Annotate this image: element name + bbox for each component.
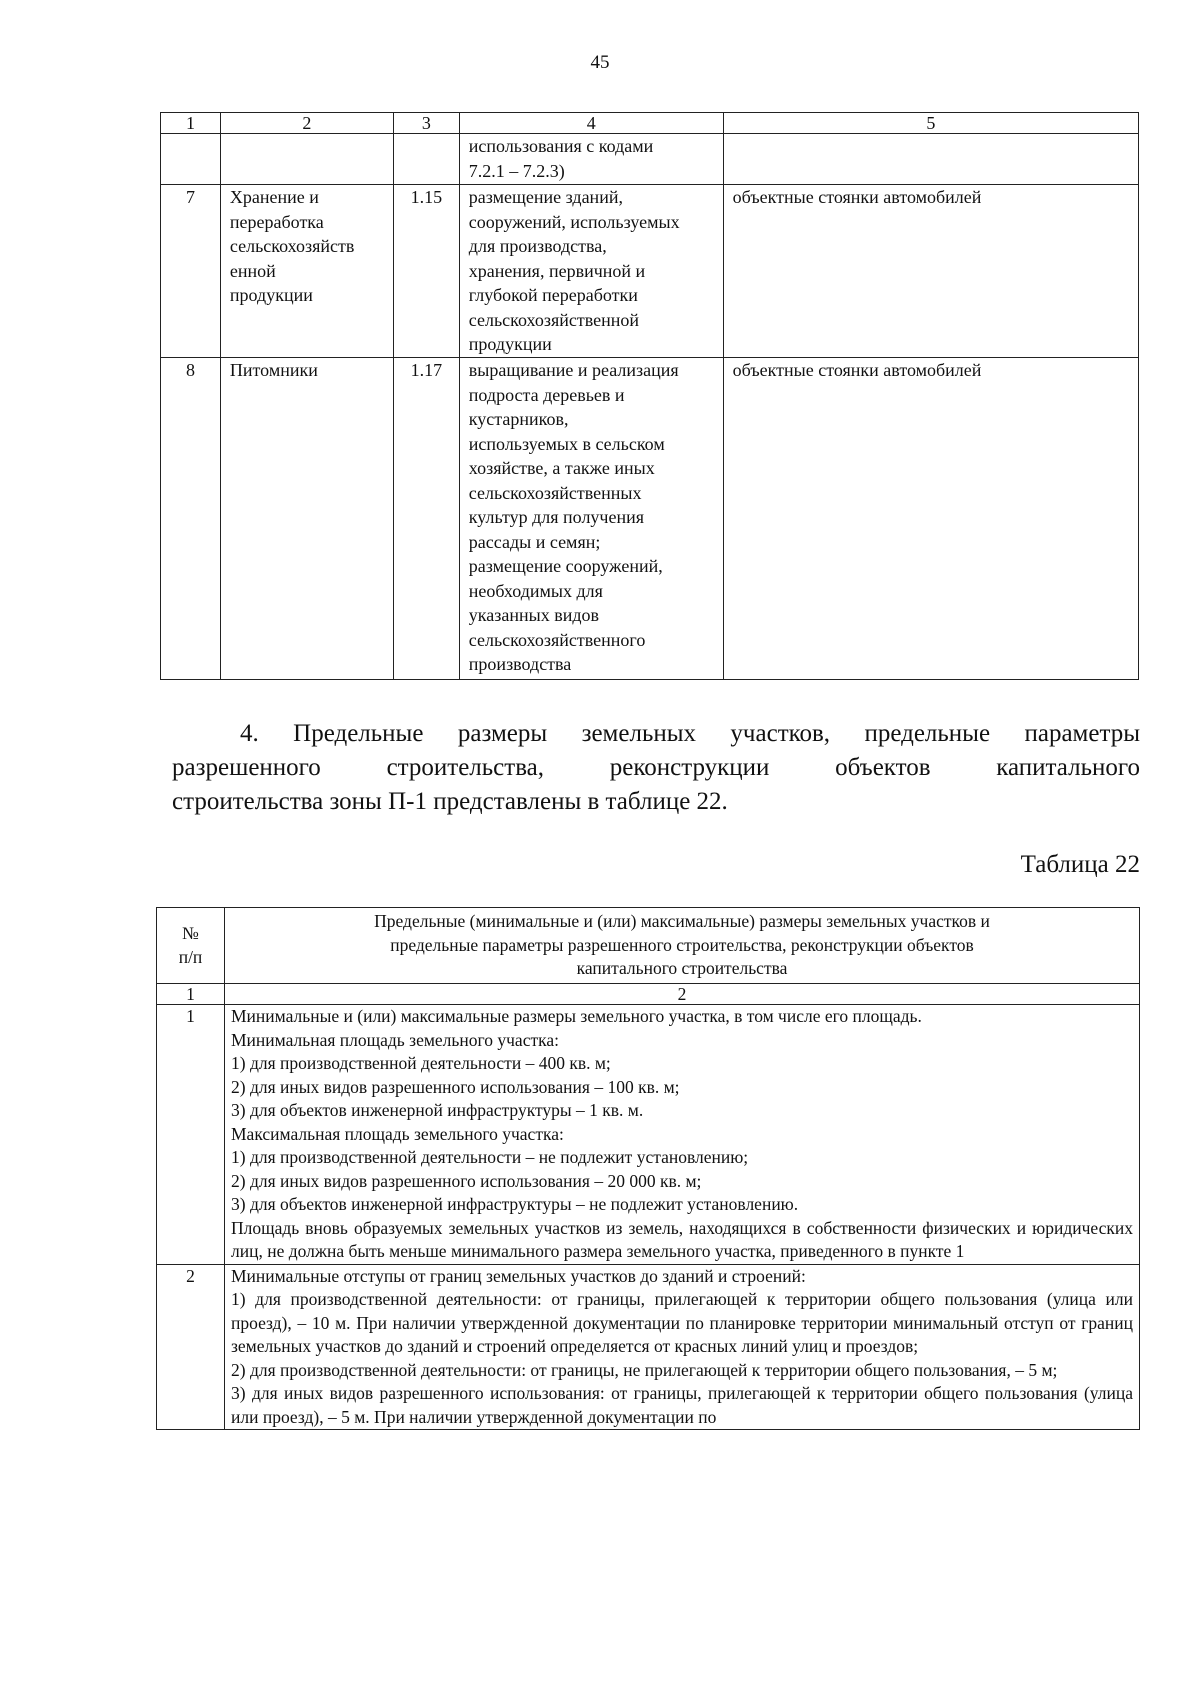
- description-line: продукции: [468, 334, 552, 354]
- text-line: 2) для иных видов разрешенного использования – 100 кв. м;: [231, 1076, 680, 1097]
- description-line: использования с кодами: [468, 136, 654, 156]
- table-row: [157, 1005, 1140, 1265]
- land-use-table: [160, 112, 1139, 680]
- description-line: сооружений, используемых: [468, 211, 680, 232]
- number-header: [157, 908, 225, 984]
- description-line: выращивание и реализация: [468, 360, 679, 380]
- description-line: культур для получения: [468, 507, 645, 527]
- table-row: [157, 1264, 1140, 1430]
- parameter-text: [225, 1264, 1140, 1430]
- use-name: [220, 134, 393, 185]
- description-line: сельскохозяйственного: [468, 629, 646, 650]
- text-line: Минимальные и (или) максимальные размеры земельного участка, в том числе его площадь.: [231, 1006, 922, 1026]
- description-line: рассады и семян;: [468, 531, 601, 552]
- description-line: хранения, первичной и: [468, 260, 646, 281]
- header-line: №: [182, 923, 199, 943]
- description-line: подроста деревьев и: [468, 384, 625, 405]
- description-line: кустарников,: [468, 409, 569, 429]
- description-line: используемых в сельском: [468, 433, 665, 454]
- table-row: [161, 134, 1139, 185]
- text-line: 1) для производственной деятельности: от границы, прилегающей к территории общего пользования (улица или проезд), – 10 м. При наличии утвержденной документации по планировке территории минимальный отступ от границ земельных участков до зданий и строений определяется от красных линий улиц и проездов;: [231, 1289, 1133, 1356]
- row-number: 8: [161, 358, 221, 680]
- table-row: [161, 358, 1139, 680]
- index-cell: 1: [157, 984, 225, 1005]
- paragraph-line: 4. Предельные размеры земельных участков, предельные параметры: [240, 720, 1140, 747]
- index-cell: 2: [225, 984, 1140, 1005]
- description-line: глубокой переработки: [468, 285, 638, 305]
- name-line: сельскохозяйств: [229, 236, 355, 256]
- use-description: [459, 134, 723, 185]
- text-line: 3) для объектов инженерной инфраструктуры – 1 кв. м.: [231, 1100, 644, 1120]
- text-line: Минимальные отступы от границ земельных участков до зданий и строений:: [231, 1265, 806, 1286]
- name-line: енной: [229, 260, 276, 281]
- description-line: указанных видов: [468, 605, 600, 625]
- text-line: 3) для объектов инженерной инфраструктуры – не подлежит установлению.: [231, 1194, 799, 1214]
- text-line: 2) для иных видов разрешенного использования – 20 000 кв. м;: [231, 1170, 702, 1191]
- text-line: 3) для иных видов разрешенного использования: от границы, прилегающей к территории общего пользования (улица или проезд), – 5 м. При наличии утвержденной документации по: [231, 1383, 1133, 1427]
- header-line: Предельные (минимальные и (или) максимальные) размеры земельных участков и: [374, 911, 990, 931]
- table-row: [161, 185, 1139, 358]
- text-line: 1) для производственной деятельности – 400 кв. м;: [231, 1053, 611, 1073]
- text-line: 2) для производственной деятельности: от границы, не прилегающей к территории общего пользования, – 5 м;: [231, 1359, 1058, 1380]
- header-cell: 1: [161, 113, 221, 134]
- name-line: переработка: [229, 211, 324, 232]
- use-code: 1.15: [393, 185, 459, 358]
- use-name: [220, 358, 393, 680]
- description-line: размещение сооружений,: [468, 556, 663, 576]
- header-line: капитального строительства: [576, 958, 788, 978]
- use-description: [459, 358, 723, 680]
- section-paragraph: [172, 717, 1140, 819]
- description-line: хозяйстве, а также иных: [468, 458, 655, 478]
- auxiliary-use: [723, 134, 1138, 185]
- column-index-row: [157, 984, 1140, 1005]
- use-code: [393, 134, 459, 185]
- use-description: [459, 185, 723, 358]
- row-number: [161, 134, 221, 185]
- description-line: сельскохозяйственных: [468, 482, 642, 503]
- header-line: предельные параметры разрешенного строительства, реконструкции объектов: [390, 934, 974, 955]
- header-cell: 3: [393, 113, 459, 134]
- description-line: необходимых для: [468, 580, 603, 601]
- use-code: 1.17: [393, 358, 459, 680]
- name-line: Хранение и: [229, 187, 319, 207]
- header-cell: 2: [220, 113, 393, 134]
- table-header-row: [157, 908, 1140, 984]
- name-line: продукции: [229, 285, 313, 305]
- table-header-row: [161, 113, 1139, 134]
- paragraph-line: строительства зоны П-1 представлены в таблице 22.: [172, 788, 728, 815]
- parameters-header: [225, 908, 1140, 984]
- text-line: 1) для производственной деятельности – не подлежит установлению;: [231, 1147, 749, 1167]
- description-line: производства: [468, 654, 572, 674]
- header-cell: 4: [459, 113, 723, 134]
- description-line: размещение зданий,: [468, 187, 623, 207]
- parameter-text: [225, 1005, 1140, 1265]
- auxiliary-use: объектные стоянки автомобилей: [723, 185, 1138, 358]
- page-number: 45: [590, 52, 610, 73]
- row-number: 7: [161, 185, 221, 358]
- description-line: для производства,: [468, 236, 607, 256]
- parameters-table: [156, 907, 1140, 1430]
- name-line: Питомники: [229, 360, 318, 380]
- header-line: п/п: [178, 946, 203, 967]
- text-line: Площадь вновь образуемых земельных участков из земель, находящихся в собственности физических и юридических лиц, не должна быть меньше минимального размера земельного участка, приведенного в пункте 1: [231, 1217, 1133, 1261]
- text-line: Максимальная площадь земельного участка:: [231, 1123, 564, 1144]
- paragraph-line: разрешенного строительства, реконструкции объектов капитального: [172, 754, 1140, 781]
- text-line: Минимальная площадь земельного участка:: [231, 1029, 559, 1050]
- row-number: 2: [157, 1264, 225, 1430]
- description-line: 7.2.1 – 7.2.3): [468, 160, 565, 181]
- use-name: [220, 185, 393, 358]
- header-cell: 5: [723, 113, 1138, 134]
- row-number: 1: [157, 1005, 225, 1265]
- auxiliary-use: объектные стоянки автомобилей: [723, 358, 1138, 680]
- table-caption: Таблица 22: [1020, 851, 1140, 878]
- description-line: сельскохозяйственной: [468, 309, 640, 330]
